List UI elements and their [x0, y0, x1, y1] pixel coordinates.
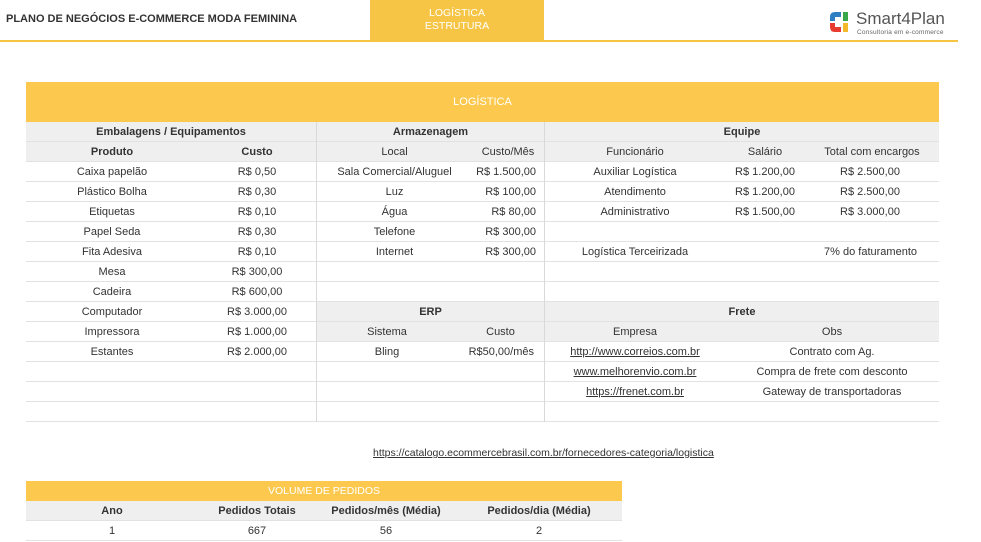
empty-row — [317, 362, 544, 382]
col-pedidos-mes: Pedidos/mês (Média) — [331, 505, 441, 517]
armazenagem-header-row — [317, 142, 544, 162]
logistica-table — [26, 82, 939, 122]
table-row — [317, 242, 544, 262]
top-bar — [0, 0, 981, 42]
document-title: PLANO DE NEGÓCIOS E-COMMERCE MODA FEMININA — [6, 13, 298, 25]
logo-icon — [826, 9, 852, 35]
header-divider — [0, 40, 958, 42]
local-cell: Telefone — [373, 226, 416, 238]
total-cell: R$ 2.500,00 — [840, 166, 900, 178]
armazenagem-title: Armazenagem — [392, 126, 469, 138]
funcionario-cell: Auxiliar Logística — [593, 166, 677, 178]
total-cell: R$ 2.500,00 — [840, 186, 900, 198]
empresa-link-cell — [545, 362, 725, 382]
empty-row — [317, 262, 544, 282]
mes-cell: 56 — [379, 525, 393, 537]
frete-header-row — [545, 322, 939, 342]
custo-cell: R$ 600,00 — [231, 286, 283, 298]
embalagens-title: Embalagens / Equipamentos — [96, 126, 246, 138]
col-pedidos-totais: Pedidos Totais — [218, 505, 296, 517]
col-ano: Ano — [101, 505, 123, 517]
custo-cell: R$ 80,00 — [491, 206, 536, 218]
col-pedidos-dia: Pedidos/dia (Média) — [487, 505, 591, 517]
empty-row — [545, 222, 939, 242]
table-row — [26, 302, 316, 322]
table-row — [26, 222, 316, 242]
erp-title: ERP — [419, 306, 442, 318]
tab-label-line2: ESTRUTURA — [424, 20, 490, 32]
table-row — [26, 322, 316, 342]
custo-cell: R$ 1.000,00 — [227, 326, 287, 338]
equipe-title: Equipe — [723, 126, 761, 138]
table-row — [545, 382, 939, 402]
produto-cell: Computador — [81, 306, 143, 318]
table-row — [26, 182, 316, 202]
equipe-header-row — [545, 142, 939, 162]
produto-cell: Fita Adesiva — [82, 246, 142, 258]
terceirizada-value: 7% do faturamento — [824, 246, 917, 258]
empty-row — [317, 282, 544, 302]
embalagens-header-row — [26, 142, 316, 162]
ano-cell: 1 — [108, 525, 116, 537]
custo-cell: R$ 1.500,00 — [476, 166, 536, 178]
custo-cell: R$ 300,00 — [231, 266, 283, 278]
col-funcionario: Funcionário — [606, 146, 664, 158]
logo-text: Smart4Plan — [856, 9, 945, 28]
logistica-header: LOGÍSTICA — [26, 82, 939, 122]
produto-cell: Caixa papelão — [76, 166, 148, 178]
produto-cell: Estantes — [90, 346, 134, 358]
frete-title-row — [545, 302, 939, 322]
table-row — [545, 202, 939, 222]
custo-cell: R$ 2.000,00 — [227, 346, 287, 358]
obs-cell: Compra de frete com desconto — [756, 366, 908, 378]
table-row — [26, 242, 316, 262]
col-produto: Produto — [90, 146, 134, 158]
table-row — [317, 222, 544, 242]
empty-row — [26, 362, 316, 382]
total-cell: R$ 3.000,00 — [840, 206, 900, 218]
col-sistema: Sistema — [367, 326, 407, 338]
col-empresa: Empresa — [612, 326, 658, 338]
custo-cell: R$ 0,10 — [237, 206, 277, 218]
table-row — [317, 202, 544, 222]
table-row — [26, 342, 316, 362]
empresa-link-cell — [545, 382, 725, 402]
custo-cell: R$ 0,30 — [237, 226, 277, 238]
empty-row — [545, 282, 939, 302]
col-custo-mes: Custo/Mês — [481, 146, 535, 158]
empty-row — [545, 262, 939, 282]
col-custo: Custo — [241, 146, 273, 158]
dia-cell: 2 — [535, 525, 543, 537]
armazenagem-title-row — [317, 122, 544, 142]
salario-cell: R$ 1.200,00 — [735, 166, 795, 178]
custo-cell: R$ 0,50 — [237, 166, 277, 178]
empty-row — [26, 382, 316, 402]
produto-cell: Etiquetas — [89, 206, 135, 218]
frenet-link[interactable]: https://frenet.com.br — [586, 386, 684, 398]
sistema-cell: Bling — [374, 346, 400, 358]
produto-cell: Cadeira — [92, 286, 132, 298]
empty-row — [545, 402, 939, 422]
empty-row — [26, 402, 316, 422]
custo-cell: R$ 100,00 — [485, 186, 536, 198]
equipe-title-row — [545, 122, 939, 142]
custo-cell: R$50,00/mês — [468, 346, 534, 358]
col-local: Local — [381, 146, 408, 158]
totais-cell: 667 — [247, 525, 267, 537]
volume-header: VOLUME DE PEDIDOS — [26, 481, 622, 501]
table-row — [545, 342, 939, 362]
funcionario-cell: Administrativo — [600, 206, 670, 218]
custo-cell: R$ 3.000,00 — [227, 306, 287, 318]
tab-label-line1: LOGÍSTICA — [428, 7, 485, 19]
table-row — [545, 182, 939, 202]
custo-cell: R$ 0,30 — [237, 186, 277, 198]
table-row — [26, 521, 622, 541]
logo-tagline: Consultoria em e-commerce — [857, 29, 944, 36]
table-row — [317, 342, 544, 362]
correios-link[interactable]: http://www.correios.com.br — [570, 346, 700, 358]
tab-logistica-estrutura[interactable] — [370, 0, 544, 41]
produto-cell: Mesa — [98, 266, 126, 278]
catalogo-link[interactable]: https://catalogo.ecommercebrasil.com.br/fornecedores-categoria/logistica — [373, 447, 714, 459]
empty-row — [317, 382, 544, 402]
col-total: Total com encargos — [824, 146, 920, 158]
frete-title: Frete — [728, 306, 756, 318]
custo-cell: R$ 300,00 — [485, 226, 536, 238]
custo-cell: R$ 300,00 — [485, 246, 536, 258]
table-row — [545, 162, 939, 182]
custo-cell: R$ 0,10 — [237, 246, 277, 258]
company-logo — [826, 6, 956, 38]
produto-cell: Papel Seda — [83, 226, 141, 238]
local-cell: Luz — [385, 186, 404, 198]
local-cell: Água — [381, 206, 408, 218]
erp-title-row — [317, 302, 544, 322]
obs-cell: Contrato com Ag. — [789, 346, 875, 358]
funcionario-cell: Atendimento — [604, 186, 666, 198]
table-row — [26, 262, 316, 282]
col-custo: Custo — [486, 326, 515, 338]
table-row — [26, 202, 316, 222]
local-cell: Internet — [375, 246, 414, 258]
local-cell: Sala Comercial/Aluguel — [337, 166, 452, 178]
produto-cell: Plástico Bolha — [77, 186, 147, 198]
erp-header-row — [317, 322, 544, 342]
table-row — [317, 182, 544, 202]
melhorenvio-link[interactable]: www.melhorenvio.com.br — [573, 366, 697, 378]
col-salario: Salário — [747, 146, 783, 158]
table-row — [317, 162, 544, 182]
embalagens-title-row — [26, 122, 316, 142]
table-row — [545, 362, 939, 382]
volume-table — [26, 481, 622, 501]
col-obs: Obs — [821, 326, 843, 338]
obs-cell: Gateway de transportadoras — [762, 386, 902, 398]
salario-cell: R$ 1.200,00 — [735, 186, 795, 198]
table-row — [26, 282, 316, 302]
terceirizada-label: Logística Terceirizada — [581, 246, 689, 258]
salario-cell: R$ 1.500,00 — [735, 206, 795, 218]
empty-row — [317, 402, 544, 422]
table-row — [26, 162, 316, 182]
volume-header-row — [26, 501, 622, 521]
terceirizada-row — [545, 242, 939, 262]
empresa-link-cell — [545, 342, 725, 362]
produto-cell: Impressora — [84, 326, 140, 338]
